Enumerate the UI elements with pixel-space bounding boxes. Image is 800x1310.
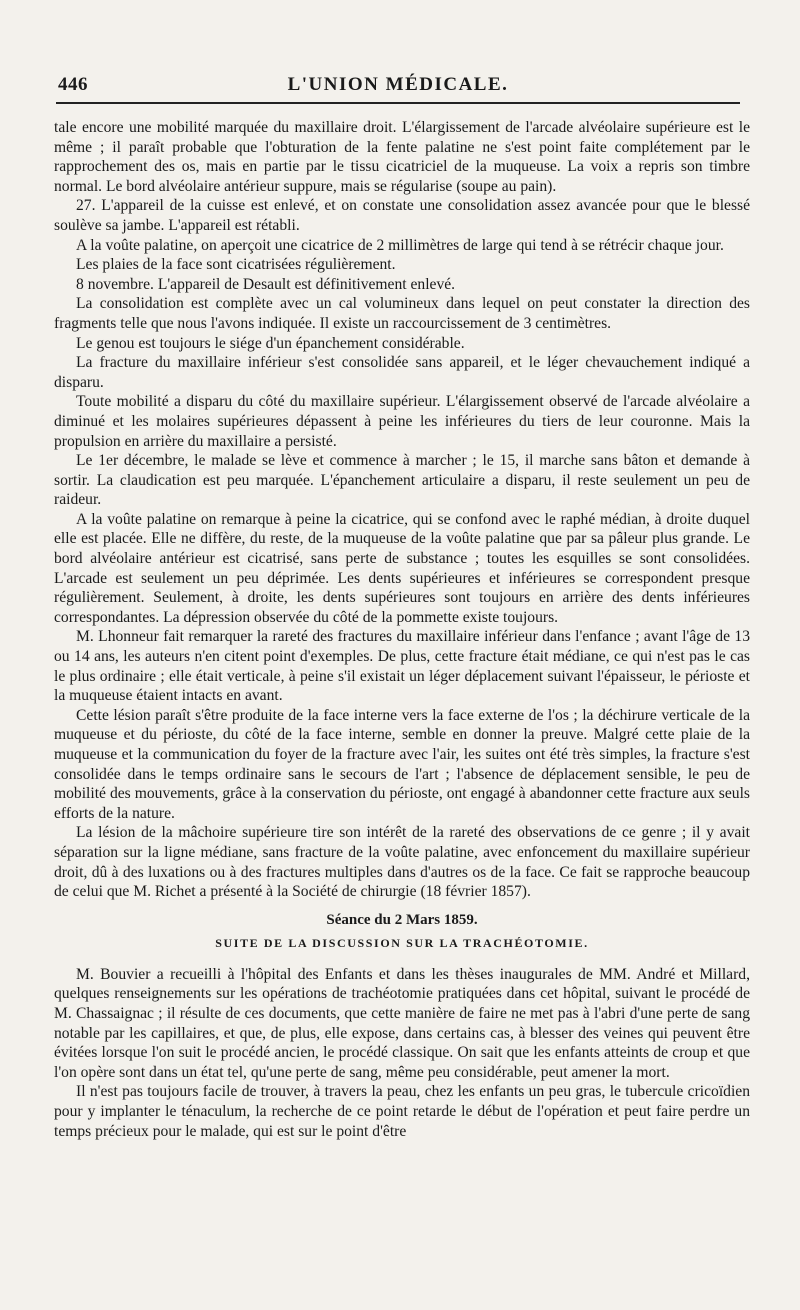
paragraph: Il n'est pas toujours facile de trouver, à travers la peau, chez les enfants un peu gras, le tubercule cricoïdien pour y implanter le ténaculum, la recherche de ce point retarde le début de l'opération et peut faire perdre un temps précieux pour le malade, qui est sur le point d'être <box>54 1083 750 1140</box>
paragraph: Le genou est toujours le siége d'un épanchement considérable. <box>76 334 465 352</box>
page-number: 446 <box>58 74 88 95</box>
header-rule <box>56 102 740 104</box>
paragraph: La lésion de la mâchoire supérieure tire son intérêt de la rareté des observations de ce genre ; il y avait séparation sur la ligne médiane, sans fracture de la voûte palatine, avec enfoncement du maxillaire supérieur droit, dû à des luxations ou à des fractures multiples dans d'autres os de la face. Ce fait se rapproche beaucoup de celui que M. Richet a présenté à la Société de chirurgie (18 février 1857). <box>54 824 750 901</box>
section-heading: SUITE DE LA DISCUSSION SUR LA TRACHÉOTOMIE. <box>215 935 589 950</box>
paragraph: tale encore une mobilité marquée du maxillaire droit. L'élargissement de l'arcade alvéolaire supérieure est le même ; il paraît probable que l'obturation de la fente palatine ne s'est point faite complétement par le rapprochement des os, mais en partie par le tissu cicatriciel de la muqueuse. La voix a repris son timbre normal. Le bord alvéolaire antérieur suppure, mais se régularise (soupe au pain). <box>54 119 750 195</box>
paragraph: A la voûte palatine, on aperçoit une cicatrice de 2 millimètres de large qui tend à se rétrécir chaque jour. <box>76 236 724 254</box>
paragraph: Les plaies de la face sont cicatrisées régulièrement. <box>76 256 396 274</box>
paragraph: Cette lésion paraît s'être produite de la face interne vers la face externe de l'os ; la déchirure verticale de la muqueuse et du périoste, du côté de la face interne, semble en donner la preuve. Malgré cette plaie de la muqueuse et la communication du foyer de la fracture avec l'air, les suites ont été très simples, la fracture s'est consolidée dans le temps ordinaire sans le secours de l'art ; l'absence de déplacement sensible, le peu de mobilité des mouvements, grâce à la conservation du périoste, ont engagé à abandonner cette fracture aux seuls efforts de la nature. <box>54 706 750 822</box>
observation-text <box>54 118 750 902</box>
session-heading: Séance du 2 Mars 1859. <box>326 911 478 928</box>
paragraph: Toute mobilité a disparu du côté du maxillaire supérieur. L'élargissement observé de l'arcade alvéolaire a diminué et les molaires supérieures dépassent à peine les inférieures du tiers de leur couronne. Mais la propulsion en arrière du maxillaire a persisté. <box>54 393 750 450</box>
article-body <box>54 118 750 1141</box>
paragraph: 27. L'appareil de la cuisse est enlevé, et on constate une consolidation assez avancée pour que le blessé soulève sa jambe. L'appareil est rétabli. <box>54 197 750 234</box>
paragraph: A la voûte palatine on remarque à peine la cicatrice, qui se confond avec le raphé médian, à droite duquel elle est placée. Elle ne diffère, du reste, de la muqueuse de la voûte palatine que par sa pâleur plus grande. Le bord alvéolaire antérieur est cicatrisé, sans perte de substance ; toutes les esquilles se sont consolidées. L'arcade est seulement un peu déprimée. Les dents supérieures et inférieures se correspondent presque régulièrement. Seulement, à droite, les dents supérieures sont toujours en arrière des dents inférieures correspondantes. La dépression observée du côté de la pommette existe toujours. <box>54 510 750 626</box>
paragraph: Le 1er décembre, le malade se lève et commence à marcher ; le 15, il marche sans bâton et demande à sortir. La claudication est peu marquée. L'épanchement articulaire a disparu, il reste seulement un peu de raideur. <box>54 452 750 509</box>
paragraph: M. Lhonneur fait remarquer la rareté des fractures du maxillaire inférieur dans l'enfance ; avant l'âge de 13 ou 14 ans, les auteurs n'en citent point d'exemples. De plus, cette fracture était médiane, ce qui n'est pas le cas le plus ordinaire ; elle était verticale, à peine s'il existait un léger déplacement suivant l'épaisseur, le périoste et la muqueuse étaient intacts en avant. <box>54 628 750 705</box>
running-title: L'UNION MÉDICALE. <box>287 74 509 95</box>
paragraph: M. Bouvier a recueilli à l'hôpital des Enfants et dans les thèses inaugurales de MM. André et Millard, quelques renseignements sur les opérations de trachéotomie pratiquées dans cet hôpital, suivant le procédé de M. Chassaignac ; il résulte de ces documents, que cette manière de faire ne met pas à l'abri d'une perte de sang notable par les capillaires, et que, de plus, elle expose, dans certains cas, à blesser des veines qui peuvent être évitées lorsque l'on suit le procédé ancien, le procédé classique. On sait que les enfants atteints de croup et que l'on opère sont dans un état tel, qu'une perte de sang, même peu considérable, peut amener la mort. <box>54 965 750 1081</box>
paragraph: La fracture du maxillaire inférieur s'est consolidée sans appareil, et le léger chevauchement indiqué a disparu. <box>54 354 750 391</box>
page-header <box>58 74 738 102</box>
discussion-text <box>54 965 750 1141</box>
paragraph: La consolidation est complète avec un cal volumineux dans lequel on peut constater la direction des fragments telle que nous l'avons indiquée. Il existe un raccourcissement de 3 centimètres. <box>54 295 750 332</box>
paragraph: 8 novembre. L'appareil de Desault est définitivement enlevé. <box>76 275 456 293</box>
